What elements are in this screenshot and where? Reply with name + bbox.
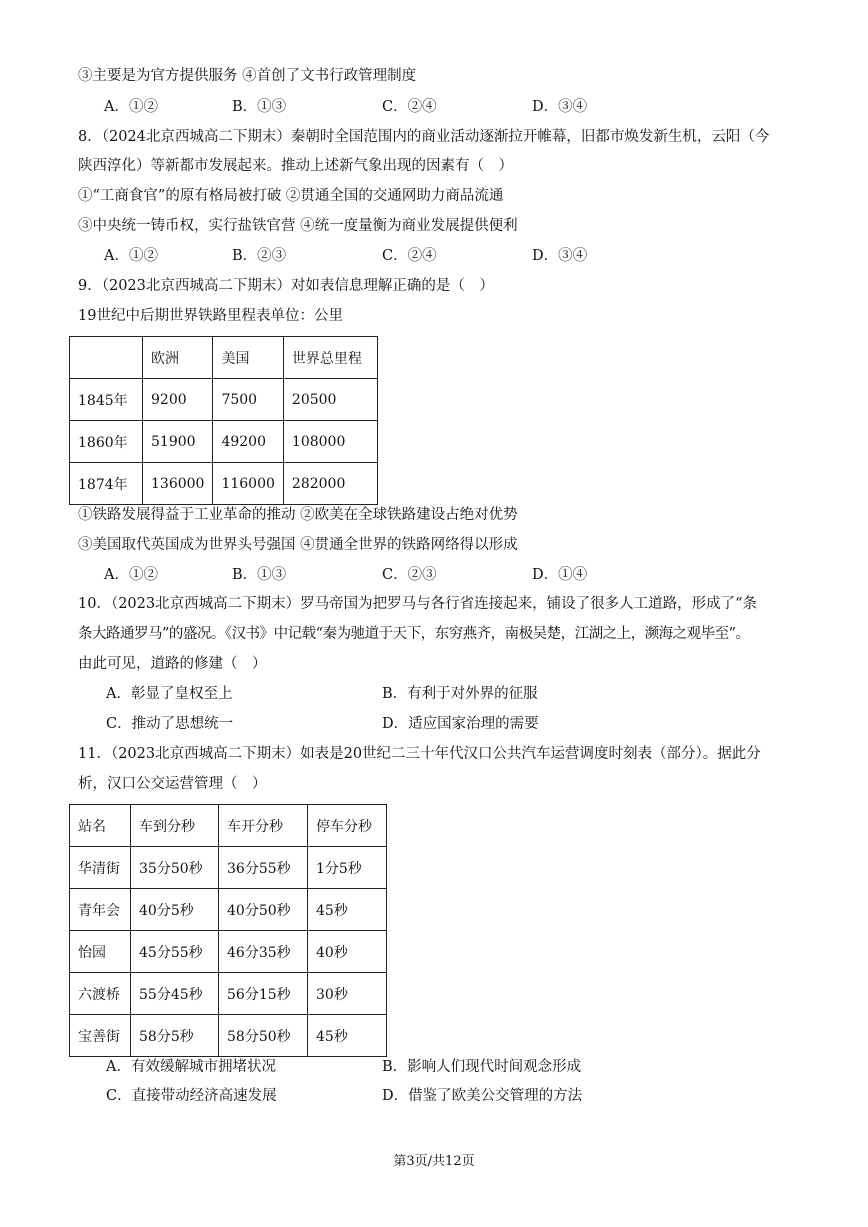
table-cell: 35分50秒	[131, 847, 219, 889]
q10-stem-line-2: 条大路通罗马”的盛况。《汉书》中记载“秦为驰道于天下，东穷燕齐，南极吴楚，江湖之上，濒海之观毕至”。	[78, 626, 750, 642]
q10-stem-line-1: 10．（2023北京西城高二下期末）罗马帝国为把罗马与各行省连接起来，铺设了很多人工道路，形成了“条	[78, 596, 758, 612]
q9-option-b[interactable]: B．①③	[232, 567, 287, 583]
q11-option-c[interactable]: C．直接带动经济高速发展	[106, 1088, 277, 1104]
table-cell: 58分5秒	[131, 1015, 219, 1057]
table-cell: 9200	[143, 379, 213, 421]
table-cell: 40秒	[308, 931, 387, 973]
table-cell: 30秒	[308, 973, 387, 1015]
q9-statement-line-1: ①铁路发展得益于工业革命的推动 ②欧美在全球铁路建设占绝对优势	[78, 507, 518, 523]
table-cell: 40分5秒	[131, 889, 219, 931]
table-row	[70, 889, 387, 931]
q9-option-a[interactable]: A．①②	[104, 567, 158, 583]
table-row	[70, 931, 387, 973]
table-cell: 282000	[283, 463, 377, 505]
q11-stem-line-1: 11．（2023北京西城高二下期末）如表是20世纪二三十年代汉口公共汽车运营调度时刻表（部分）。据此分	[78, 746, 761, 762]
table-cell: 怡园	[70, 931, 131, 973]
q7-option-b[interactable]: B．①③	[232, 99, 287, 115]
q10-option-b[interactable]: B．有利于对外界的征服	[382, 686, 538, 702]
table-cell: 45秒	[308, 1015, 387, 1057]
q8-option-d[interactable]: D．③④	[532, 248, 588, 264]
table-cell: 停车分秒	[308, 805, 387, 847]
table-cell: 站名	[70, 805, 131, 847]
q8-statement-line-2: ③中央统一铸币权，实行盐铁官营 ④统一度量衡为商业发展提供便利	[78, 218, 518, 234]
q8-option-a[interactable]: A．①②	[104, 248, 158, 264]
table-cell: 车开分秒	[219, 805, 308, 847]
table-cell: 56分15秒	[219, 973, 308, 1015]
q9-table-caption: 19世纪中后期世界铁路里程表单位：公里	[78, 308, 343, 324]
table-row	[70, 379, 378, 421]
table-cell: 7500	[213, 379, 283, 421]
table-row	[70, 805, 387, 847]
table-row	[70, 1015, 387, 1057]
table-cell: 45分55秒	[131, 931, 219, 973]
table-cell: 108000	[283, 421, 377, 463]
q8-option-b[interactable]: B．②③	[232, 248, 287, 264]
table-cell: 1分5秒	[308, 847, 387, 889]
q10-stem-line-3: 由此可见，道路的修建（ ）	[78, 656, 267, 672]
q8-stem-line-2: 陕西淳化）等新都市发展起来。推动上述新气象出现的因素有（ ）	[78, 158, 513, 174]
table-cell: 36分55秒	[219, 847, 308, 889]
q10-option-a[interactable]: A．彰显了皇权至上	[106, 686, 233, 702]
table-cell: 49200	[213, 421, 283, 463]
table-cell: 45秒	[308, 889, 387, 931]
table-cell: 青年会	[70, 889, 131, 931]
table-cell: 车到分秒	[131, 805, 219, 847]
table-row	[70, 337, 378, 379]
table-cell: 51900	[143, 421, 213, 463]
q11-bus-schedule-table	[69, 804, 387, 1057]
q7-option-a[interactable]: A．①②	[104, 99, 158, 115]
table-cell	[70, 337, 143, 379]
q7-option-c[interactable]: C．②④	[382, 99, 437, 115]
table-row	[70, 463, 378, 505]
table-cell: 1845年	[70, 379, 143, 421]
q8-option-c[interactable]: C．②④	[382, 248, 437, 264]
q11-option-b[interactable]: B．影响人们现代时间观念形成	[382, 1059, 582, 1075]
table-cell: 欧洲	[143, 337, 213, 379]
table-cell: 58分50秒	[219, 1015, 308, 1057]
page-number: 第3页/共12页	[393, 1154, 475, 1169]
q10-option-d[interactable]: D．适应国家治理的需要	[382, 716, 539, 732]
q9-statement-line-2: ③美国取代英国成为世界头号强国 ④贯通全世界的铁路网络得以形成	[78, 537, 518, 553]
q11-option-d[interactable]: D．借鉴了欧美公交管理的方法	[382, 1088, 583, 1104]
table-cell: 宝善街	[70, 1015, 131, 1057]
q8-statement-line-1: ①“工商食官”的原有格局被打破 ②贯通全国的交通网助力商品流通	[78, 188, 504, 204]
table-cell: 美国	[213, 337, 283, 379]
q9-option-d[interactable]: D．①④	[532, 567, 588, 583]
q9-stem: 9．（2023北京西城高二下期末）对如表信息理解正确的是（ ）	[78, 278, 494, 294]
q9-option-c[interactable]: C．②③	[382, 567, 437, 583]
table-cell: 55分45秒	[131, 973, 219, 1015]
q8-stem-line-1: 8．（2024北京西城高二下期末）秦朝时全国范围内的商业活动逐渐拉开帷幕，旧都市焕发新生机，云阳（今	[78, 129, 770, 145]
table-cell: 1874年	[70, 463, 143, 505]
table-cell: 华清街	[70, 847, 131, 889]
table-cell: 20500	[283, 379, 377, 421]
table-cell: 46分35秒	[219, 931, 308, 973]
q9-railway-table	[69, 336, 378, 505]
table-cell: 40分50秒	[219, 889, 308, 931]
table-cell: 136000	[143, 463, 213, 505]
q10-option-c[interactable]: C．推动了思想统一	[106, 716, 234, 732]
q11-stem-line-2: 析，汉口公交运营管理（ ）	[78, 776, 267, 792]
table-cell: 六渡桥	[70, 973, 131, 1015]
table-cell: 1860年	[70, 421, 143, 463]
table-cell: 世界总里程	[283, 337, 377, 379]
q7-option-d[interactable]: D．③④	[532, 99, 588, 115]
table-row	[70, 847, 387, 889]
table-row	[70, 973, 387, 1015]
q11-option-a[interactable]: A．有效缓解城市拥堵状况	[106, 1059, 276, 1075]
table-cell: 116000	[213, 463, 283, 505]
q7-statement-line: ③主要是为官方提供服务 ④首创了文书行政管理制度	[78, 68, 417, 84]
table-row	[70, 421, 378, 463]
